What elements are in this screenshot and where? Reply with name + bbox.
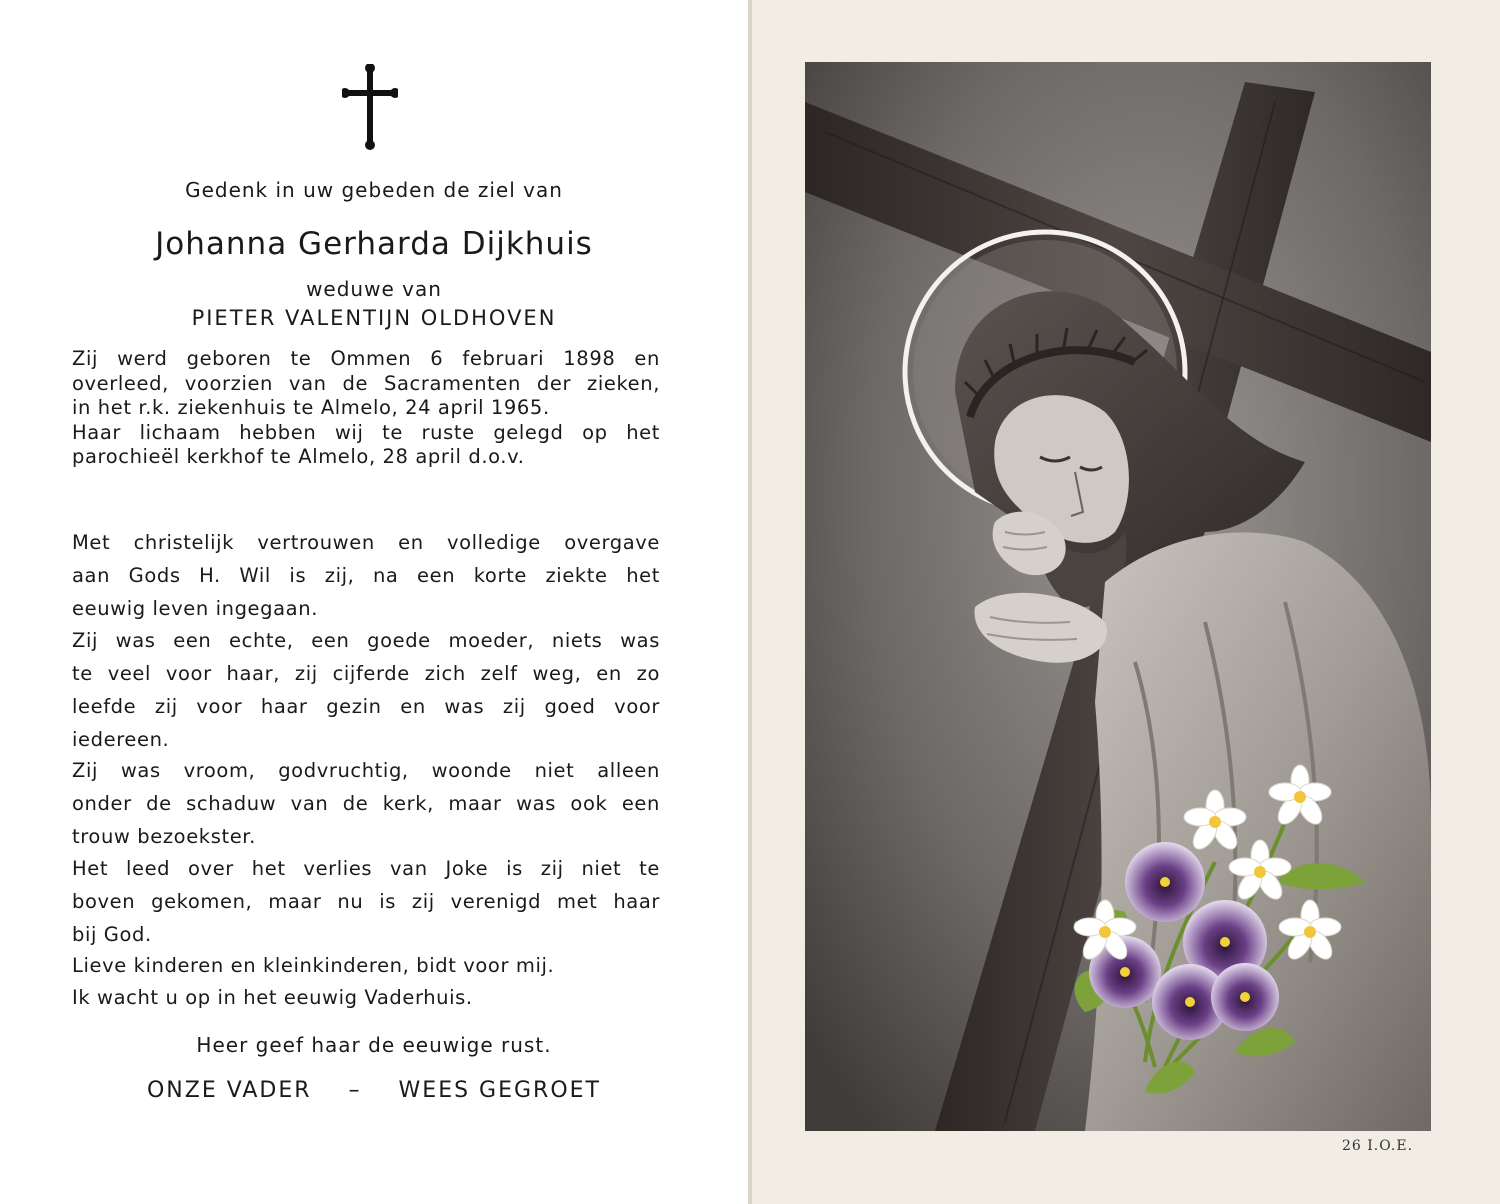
biography-line: in het r.k. ziekenhuis te Almelo, 24 april 1965. — [72, 396, 550, 419]
paragraph-line: iedereen. — [72, 728, 170, 751]
paragraph-line: boven gekomen, maar nu is zij verenigd met haar — [72, 890, 660, 913]
christ-carrying-cross-with-flowers-image — [805, 62, 1431, 1131]
paragraph-line: Zij was vroom, godvruchtig, woonde niet alleen — [72, 759, 660, 782]
printer-mark: 26 I.O.E. — [1342, 1138, 1414, 1154]
memorial-card-text-side — [0, 0, 748, 1204]
closing-prayers — [0, 1078, 748, 1103]
closing-prayer-hail-mary: WEES GEGROET — [398, 1078, 601, 1103]
prayer-line: Heer geef haar de eeuwige rust. — [196, 1033, 552, 1057]
closing-prayer-our-father: ONZE VADER — [146, 1078, 312, 1103]
paragraph-line: Ik wacht u op in het eeuwig Vaderhuis. — [72, 986, 473, 1009]
husband-name: PIETER VALENTIJN OLDHOVEN — [191, 306, 557, 330]
deceased-name: Johanna Gerharda Dijkhuis — [155, 226, 593, 262]
paragraph-line: aan Gods H. Wil is zij, na een korte ziekte het — [72, 564, 660, 587]
latin-cross-icon — [342, 64, 398, 150]
paragraph-line: onder de schaduw van de kerk, maar was ook een — [72, 792, 660, 815]
paragraph-grief — [72, 852, 660, 951]
paragraph-line: Het leed over het verlies van Joke is zij niet te — [72, 857, 660, 880]
paragraph-faith — [72, 526, 660, 625]
paragraph-piety — [72, 754, 660, 853]
paragraph-line: leefde zij voor haar gezin en was zij goed voor — [72, 695, 660, 718]
biography-line: Zij werd geboren te Ommen 6 februari 1898 en — [72, 347, 660, 370]
paragraph-line: Met christelijk vertrouwen en volledige overgave — [72, 531, 660, 554]
paragraph-line: trouw bezoekster. — [72, 825, 256, 848]
paragraph-line: eeuwig leven ingegaan. — [72, 597, 318, 620]
paragraph-line: Zij was een echte, een goede moeder, niets was — [72, 629, 660, 652]
paragraph-line: bij God. — [72, 923, 152, 946]
biography-line: Haar lichaam hebben wij te ruste gelegd op het — [72, 420, 660, 444]
intro-text: Gedenk in uw gebeden de ziel van — [185, 178, 563, 202]
widow-of-text: weduwe van — [306, 277, 442, 301]
closing-dash: – — [348, 1078, 362, 1103]
paragraph-line: Lieve kinderen en kleinkinderen, bidt voor mij. — [72, 954, 555, 977]
paragraph-line: te veel voor haar, zij cijferde zich zelf weg, en zo — [72, 662, 660, 685]
biography-line: overleed, voorzien van de Sacramenten der zieken, — [72, 371, 660, 395]
biography-block — [72, 347, 660, 470]
biography-line: parochieël kerkhof te Almelo, 28 april d.o.v. — [72, 445, 525, 468]
paragraph-farewell — [72, 950, 660, 1014]
paragraph-mother — [72, 624, 660, 756]
